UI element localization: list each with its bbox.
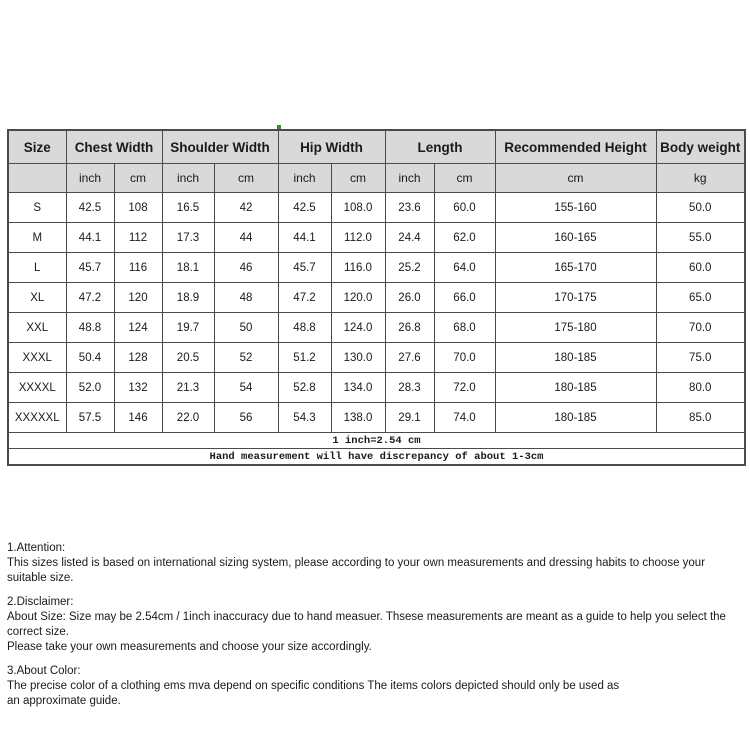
unit-length-cm: cm (434, 164, 495, 193)
cell-hip-cm: 112.0 (331, 223, 385, 253)
cell-shoulder-cm: 42 (214, 193, 278, 223)
table-row-xxxxxl (8, 403, 745, 433)
cell-hip-cm: 108.0 (331, 193, 385, 223)
cell-rec-height: 180-185 (495, 373, 656, 403)
cell-hip-cm: 130.0 (331, 343, 385, 373)
cell-shoulder-cm: 48 (214, 283, 278, 313)
cell-rec-height: 175-180 (495, 313, 656, 343)
cell-body-weight: 70.0 (656, 313, 745, 343)
cell-shoulder-inch: 16.5 (162, 193, 214, 223)
header-size: Size (8, 130, 66, 164)
cell-chest-inch: 47.2 (66, 283, 114, 313)
section-text: About Size: Size may be 2.54cm / 1inch inaccuracy due to hand measuer. Thsese measurements are meant as a guide to help you select the correct size. (7, 611, 726, 638)
cell-length-inch: 24.4 (385, 223, 434, 253)
section-heading: 3.About Color: (7, 665, 81, 677)
cell-size: S (8, 193, 66, 223)
cell-chest-cm: 124 (114, 313, 162, 343)
section-heading: 2.Disclaimer: (7, 596, 74, 608)
cell-shoulder-cm: 56 (214, 403, 278, 433)
cell-size: M (8, 223, 66, 253)
cell-chest-cm: 108 (114, 193, 162, 223)
unit-hip-cm: cm (331, 164, 385, 193)
cell-chest-inch: 48.8 (66, 313, 114, 343)
cell-hip-inch: 44.1 (278, 223, 331, 253)
header-recommended-height: Recommended Height (495, 130, 656, 164)
cell-length-inch: 26.0 (385, 283, 434, 313)
cell-hip-inch: 54.3 (278, 403, 331, 433)
cell-body-weight: 75.0 (656, 343, 745, 373)
section-text: The precise color of a clothing ems mva depend on specific conditions The items colors depicted should only be used as (7, 680, 620, 692)
info-sections (7, 541, 747, 718)
cell-shoulder-inch: 20.5 (162, 343, 214, 373)
size-chart-table (7, 129, 746, 466)
cell-rec-height: 180-185 (495, 403, 656, 433)
cell-hip-cm: 116.0 (331, 253, 385, 283)
cell-length-cm: 68.0 (434, 313, 495, 343)
unit-chest-inch: inch (66, 164, 114, 193)
cell-shoulder-cm: 52 (214, 343, 278, 373)
cell-chest-inch: 50.4 (66, 343, 114, 373)
cell-size: XXXXXL (8, 403, 66, 433)
cell-hip-inch: 48.8 (278, 313, 331, 343)
cell-length-cm: 66.0 (434, 283, 495, 313)
cell-chest-inch: 45.7 (66, 253, 114, 283)
cell-length-cm: 70.0 (434, 343, 495, 373)
cell-length-inch: 29.1 (385, 403, 434, 433)
unit-shoulder-cm: cm (214, 164, 278, 193)
cell-chest-inch: 52.0 (66, 373, 114, 403)
cell-chest-cm: 112 (114, 223, 162, 253)
cell-shoulder-cm: 54 (214, 373, 278, 403)
table-row-xxl (8, 313, 745, 343)
note-row-inch-conversion (8, 433, 745, 449)
unit-row (8, 164, 745, 193)
cell-shoulder-inch: 22.0 (162, 403, 214, 433)
unit-hip-inch: inch (278, 164, 331, 193)
cell-body-weight: 80.0 (656, 373, 745, 403)
cell-hip-inch: 52.8 (278, 373, 331, 403)
cell-shoulder-inch: 17.3 (162, 223, 214, 253)
cell-body-weight: 50.0 (656, 193, 745, 223)
unit-chest-cm: cm (114, 164, 162, 193)
cell-shoulder-cm: 44 (214, 223, 278, 253)
cell-size: XXL (8, 313, 66, 343)
cell-size: XXXL (8, 343, 66, 373)
cell-chest-inch: 44.1 (66, 223, 114, 253)
cell-shoulder-inch: 19.7 (162, 313, 214, 343)
cell-rec-height: 155-160 (495, 193, 656, 223)
section-disclaimer (7, 595, 747, 655)
note-inch-conversion: 1 inch=2.54 cm (8, 433, 745, 449)
table-row-s (8, 193, 745, 223)
cell-length-inch: 26.8 (385, 313, 434, 343)
table-row-xl (8, 283, 745, 313)
table-row-xxxxl (8, 373, 745, 403)
table-row-xxxl (8, 343, 745, 373)
cell-size: XXXXL (8, 373, 66, 403)
cell-hip-cm: 120.0 (331, 283, 385, 313)
unit-body-weight-kg: kg (656, 164, 745, 193)
cell-chest-cm: 146 (114, 403, 162, 433)
cell-shoulder-cm: 50 (214, 313, 278, 343)
section-text: Please take your own measurements and choose your size accordingly. (7, 641, 372, 653)
cell-hip-cm: 138.0 (331, 403, 385, 433)
unit-rec-height-cm: cm (495, 164, 656, 193)
cell-rec-height: 160-165 (495, 223, 656, 253)
cell-length-inch: 27.6 (385, 343, 434, 373)
cell-hip-inch: 51.2 (278, 343, 331, 373)
cell-size: L (8, 253, 66, 283)
cell-shoulder-inch: 18.9 (162, 283, 214, 313)
header-shoulder-width: Shoulder Width (162, 130, 278, 164)
cell-hip-inch: 47.2 (278, 283, 331, 313)
cell-length-cm: 72.0 (434, 373, 495, 403)
cell-rec-height: 165-170 (495, 253, 656, 283)
cell-rec-height: 180-185 (495, 343, 656, 373)
cell-body-weight: 60.0 (656, 253, 745, 283)
cell-length-inch: 28.3 (385, 373, 434, 403)
cell-length-cm: 74.0 (434, 403, 495, 433)
cell-body-weight: 55.0 (656, 223, 745, 253)
cell-chest-cm: 116 (114, 253, 162, 283)
cell-chest-cm: 132 (114, 373, 162, 403)
unit-size-empty (8, 164, 66, 193)
section-about-color (7, 664, 747, 709)
table-row-m (8, 223, 745, 253)
header-hip-width: Hip Width (278, 130, 385, 164)
cell-length-inch: 23.6 (385, 193, 434, 223)
cell-hip-cm: 124.0 (331, 313, 385, 343)
unit-shoulder-inch: inch (162, 164, 214, 193)
cell-shoulder-inch: 18.1 (162, 253, 214, 283)
cell-size: XL (8, 283, 66, 313)
cell-body-weight: 65.0 (656, 283, 745, 313)
cell-hip-inch: 42.5 (278, 193, 331, 223)
section-text: an approximate guide. (7, 695, 121, 707)
cell-shoulder-inch: 21.3 (162, 373, 214, 403)
cell-hip-cm: 134.0 (331, 373, 385, 403)
cell-chest-inch: 57.5 (66, 403, 114, 433)
header-row (8, 130, 745, 164)
section-text: This sizes listed is based on international sizing system, please according to your own measurements and dressing habits to choose your suitable size. (7, 557, 706, 584)
header-chest-width: Chest Width (66, 130, 162, 164)
cell-chest-cm: 128 (114, 343, 162, 373)
cell-chest-cm: 120 (114, 283, 162, 313)
cell-length-cm: 64.0 (434, 253, 495, 283)
cell-length-cm: 60.0 (434, 193, 495, 223)
unit-length-inch: inch (385, 164, 434, 193)
cell-body-weight: 85.0 (656, 403, 745, 433)
cell-length-cm: 62.0 (434, 223, 495, 253)
cell-rec-height: 170-175 (495, 283, 656, 313)
cell-chest-inch: 42.5 (66, 193, 114, 223)
table-row-l (8, 253, 745, 283)
cell-shoulder-cm: 46 (214, 253, 278, 283)
header-length: Length (385, 130, 495, 164)
section-attention (7, 541, 747, 586)
header-body-weight: Body weight (656, 130, 745, 164)
note-hand-measurement: Hand measurement will have discrepancy of about 1-3cm (8, 449, 745, 466)
cell-length-inch: 25.2 (385, 253, 434, 283)
note-row-hand-measurement (8, 449, 745, 466)
section-heading: 1.Attention: (7, 542, 66, 554)
cell-hip-inch: 45.7 (278, 253, 331, 283)
